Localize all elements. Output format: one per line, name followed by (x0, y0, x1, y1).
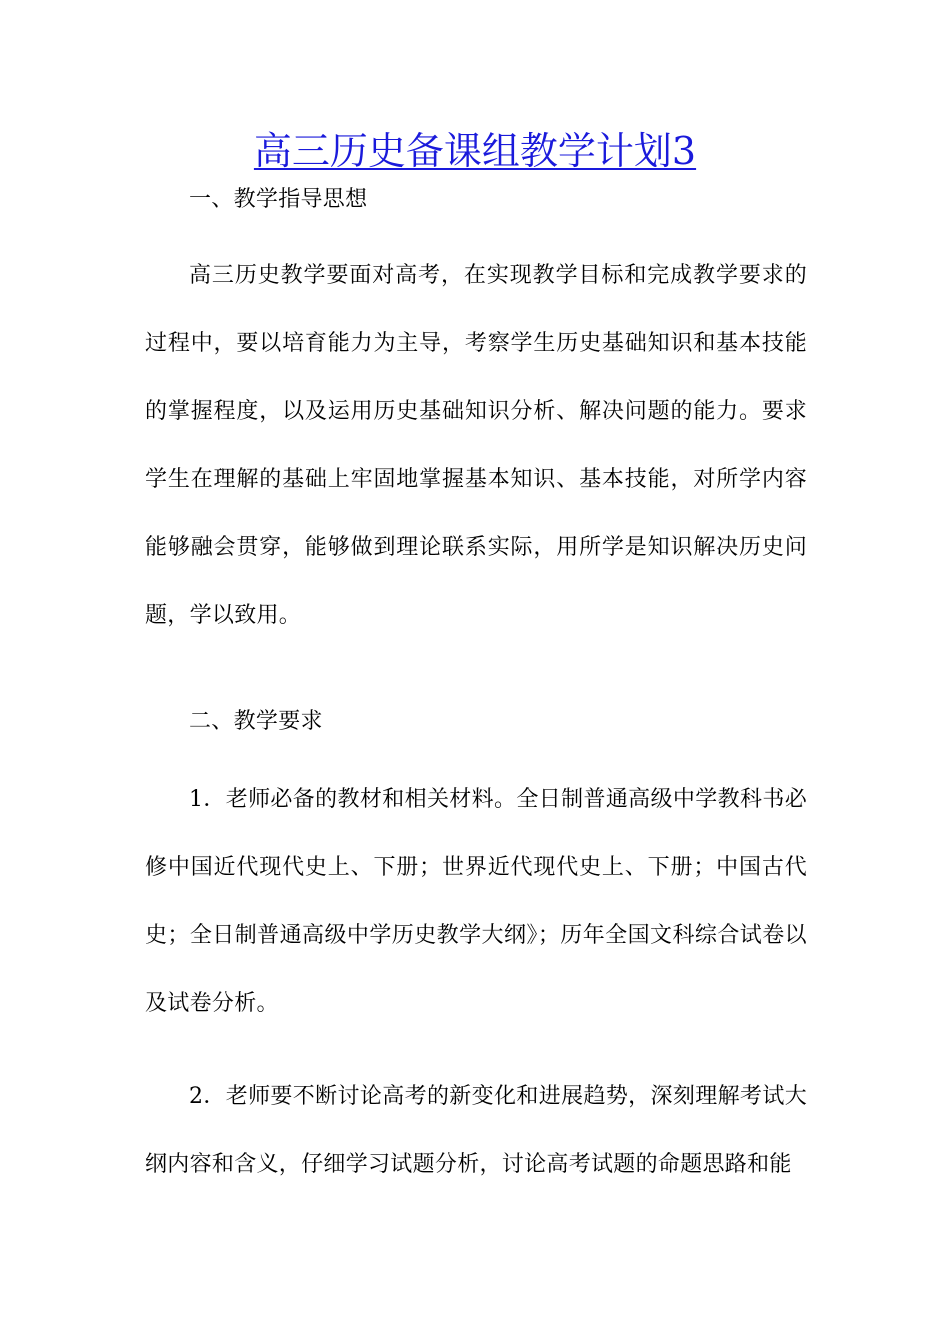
list-item-requirement-2: 2．老师要不断讨论高考的新变化和进展趋势，深刻理解考试大纲内容和含义，仔细学习试题分析，讨论高考试题的命题思路和能 (145, 1084, 807, 1177)
paragraph-guiding-ideology: 高三历史教学要面对高考，在实现教学目标和完成教学要求的过程中，要以培育能力为主导，考察学生历史基础知识和基本技能的掌握程度，以及运用历史基础知识分析、解决问题的能力。要求学生在理解的基础上牢固地掌握基本知识、基本技能，对所学内容能够融会贯穿，能够做到理论联系实际，用所学是知识解决历史问题，学以致用。 (145, 263, 807, 628)
section-heading-teaching-requirements: 二、教学要求 (189, 709, 323, 734)
document-title (0, 125, 950, 177)
document-title-link[interactable]: 高三历史备课组教学计划3 (253, 129, 697, 173)
section-heading-guiding-ideology: 一、教学指导思想 (189, 187, 368, 212)
list-item-requirement-1: 1．老师必备的教材和相关材料。全日制普通高级中学教科书必修中国近代现代史上、下册；世界近代现代史上、下册；中国古代史；全日制普通高级中学历史教学大纲》；历年全国文科综合试卷以及试卷分析。 (145, 787, 807, 1016)
